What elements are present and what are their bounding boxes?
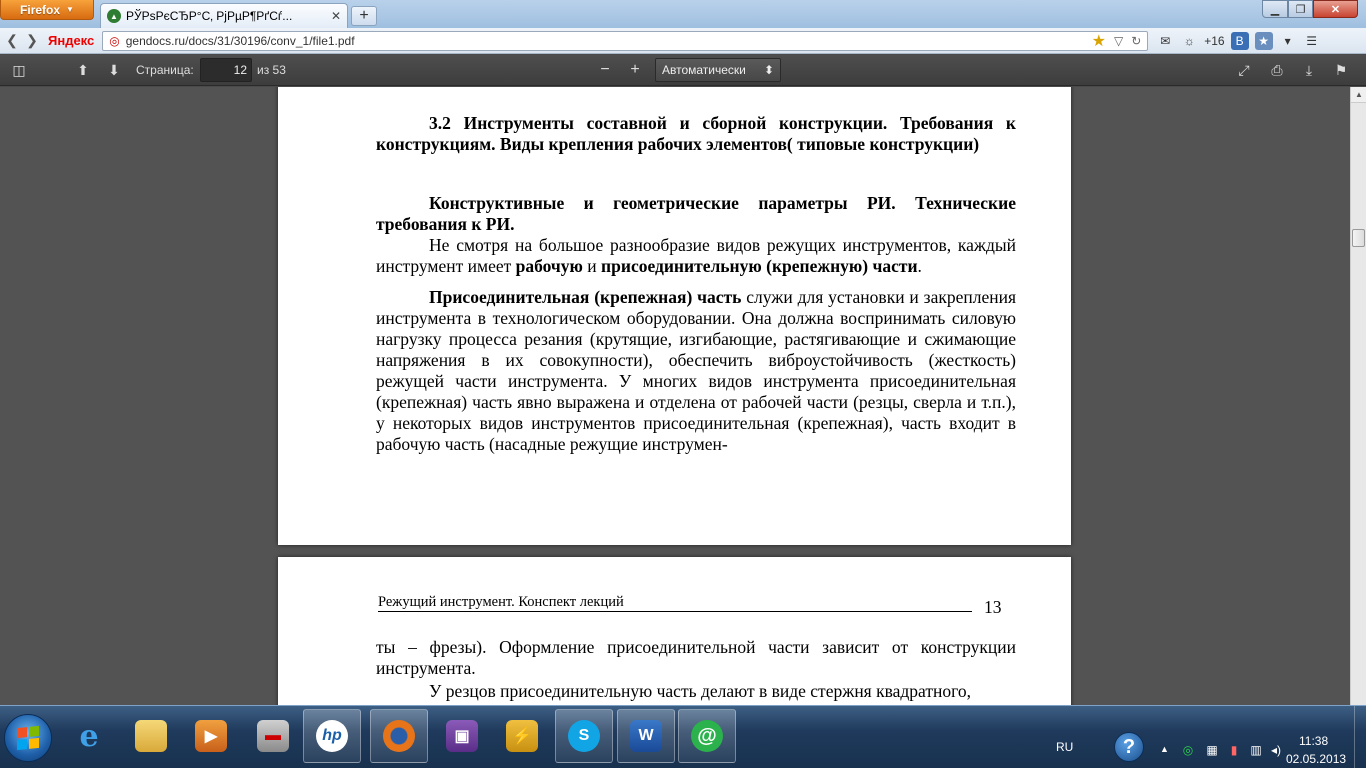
site-identity-icon[interactable]: ◎	[109, 33, 120, 48]
next-page-icon[interactable]: ⬇	[108, 61, 120, 78]
zoom-in-button[interactable]: +	[630, 61, 640, 78]
maximize-button[interactable]: ❐	[1288, 0, 1313, 18]
language-indicator[interactable]: RU	[1056, 740, 1074, 754]
mail-icon[interactable]: ✉	[1160, 33, 1171, 48]
previous-page-icon[interactable]: ⬆	[77, 61, 89, 78]
presentation-mode-icon[interactable]: ⤢	[1238, 61, 1250, 78]
taskbar	[0, 705, 1366, 768]
start-button[interactable]	[4, 714, 52, 762]
taskbar-skype[interactable]	[555, 709, 613, 763]
taskbar-hp[interactable]	[303, 709, 361, 763]
taskbar-word[interactable]	[617, 709, 675, 763]
taskbar-ie[interactable]	[60, 709, 118, 763]
chevron-down-icon[interactable]: ▾	[1284, 33, 1291, 48]
floppy-disk-icon: ▣	[446, 720, 478, 752]
back-button[interactable]: ❮	[6, 32, 18, 48]
volume-icon[interactable]: ◂)	[1270, 743, 1282, 757]
title-bar	[0, 0, 1366, 28]
site-favicon-icon: ▲	[107, 9, 121, 23]
device-icon[interactable]: ▦	[1206, 743, 1218, 757]
taskbar-winamp[interactable]	[493, 709, 551, 763]
system-tray	[1050, 706, 1366, 768]
forward-button[interactable]: ❯	[26, 32, 38, 48]
close-tab-icon[interactable]: ✕	[330, 9, 341, 23]
addon-counter[interactable]: +16	[1204, 33, 1225, 48]
scroll-up-icon[interactable]: ▲	[1351, 87, 1366, 103]
taskbar-media-player[interactable]	[182, 709, 240, 763]
chevron-down-icon: ▼	[66, 5, 74, 14]
taskbar-scanner[interactable]	[244, 709, 302, 763]
windows-logo-icon	[17, 726, 39, 750]
firefox-menu-button[interactable]	[0, 0, 94, 20]
connect-text: служи для установки и закрепления инструмента в технологическом оборудовании. Она должна воспринимать силовую нагрузку процесса резания (крутящие, изгибающие, растягивающие и сжимающие напряжения в их совокупности), обеспечить виброустойчивость (жесткость) режущей части инструмента. У многих видов инструмента присоединительная (крепежная) часть явно выражена и отделена от рабочей части (резцы, сверла и т.п.), у некоторых видов инструментов присоединительная (крепежная), часть входит в рабочую часть (насадные режущие инструмен-	[376, 287, 1017, 454]
paragraph-connecting-part	[376, 287, 1016, 455]
pdf-page-12	[278, 87, 1071, 545]
skype-icon: S	[568, 720, 600, 752]
usb-icon[interactable]: ▮	[1230, 743, 1238, 757]
folder-icon	[135, 720, 167, 752]
connect-bold: Присоединительная (крепежная) часть	[429, 287, 742, 307]
url-bar[interactable]	[102, 31, 1148, 51]
yandex-button[interactable]	[48, 33, 94, 48]
page-number: 13	[984, 597, 1002, 617]
addon-icon[interactable]: B	[1231, 32, 1249, 50]
paragraph-continuation: ты – фрезы). Оформление присоединительной части зависит от конструкции инструмента.	[376, 637, 1016, 678]
zoom-out-button[interactable]: −	[600, 61, 610, 78]
mail-agent-icon: @	[691, 720, 723, 752]
intro-bold-working: рабочую	[515, 256, 583, 276]
vertical-scrollbar[interactable]	[1350, 87, 1366, 705]
tab-title: РЎРѕРєСЂР°С‚ РјРµР¶РґСѓ...	[126, 9, 293, 23]
bookmarks-menu-icon[interactable]: ★	[1255, 32, 1273, 50]
yandex-label: Яндекс	[48, 33, 95, 48]
paragraph-intro	[376, 235, 1016, 277]
reload-icon[interactable]: ↻	[1131, 33, 1142, 48]
taskbar-save[interactable]	[433, 709, 491, 763]
pdf-toolbar	[0, 55, 1366, 86]
taskbar-firefox[interactable]	[370, 709, 428, 763]
show-desktop-button[interactable]	[1354, 706, 1366, 768]
help-icon[interactable]: ?	[1114, 732, 1144, 762]
weather-icon[interactable]: ☼	[1183, 33, 1195, 48]
clock-time[interactable]: 11:38	[1299, 734, 1329, 748]
intro-bold-connecting: присоединительную (крепежную) части	[601, 256, 918, 276]
minimize-button[interactable]: ▁	[1262, 0, 1288, 18]
taskbar-explorer[interactable]	[122, 709, 180, 763]
scanner-icon: ▬	[257, 720, 289, 752]
paragraph-cutters: У резцов присоединительную часть делают в виде стержня квадратного,	[429, 681, 972, 701]
page-label: Страница:	[136, 63, 194, 77]
new-tab-button[interactable]: +	[351, 6, 377, 26]
pdf-viewer[interactable]	[0, 87, 1350, 705]
bookmark-icon[interactable]: ⚑	[1334, 61, 1348, 78]
hp-icon: hp	[316, 720, 348, 752]
intro-end: .	[917, 256, 922, 276]
intro-text: Не смотря на большое разнообразие видов режущих инструментов, каждый инструмент имеет	[376, 235, 1016, 276]
lightning-icon: ⚡	[506, 720, 538, 752]
sidebar-toggle-icon[interactable]: ◫	[12, 61, 26, 78]
bookmark-star-icon[interactable]: ★	[1091, 32, 1106, 50]
clock-date[interactable]: 02.05.2013	[1286, 752, 1347, 766]
scale-value: Автоматически	[662, 63, 746, 77]
dropdown-arrow-icon[interactable]: ▽	[1113, 33, 1124, 48]
page-number-input[interactable]	[200, 58, 252, 82]
url-text[interactable]: gendocs.ru/docs/31/30196/conv_1/file1.pdf	[125, 33, 355, 48]
menu-icon[interactable]: ☰	[1306, 33, 1317, 48]
print-icon[interactable]: ⎙	[1271, 61, 1283, 78]
pdf-page-13	[278, 557, 1071, 705]
browser-tab[interactable]	[100, 3, 348, 28]
navigation-bar	[0, 28, 1366, 54]
taskbar-mail-agent[interactable]	[678, 709, 736, 763]
scrollbar-thumb[interactable]	[1352, 229, 1365, 247]
media-player-icon: ▶	[195, 720, 227, 752]
intro-and: и	[582, 256, 602, 276]
section-heading: 3.2 Инструменты составной и сборной конструкции. Требования к конструкциям. Виды крепления рабочих элементов( типовые конструкции)	[376, 113, 1016, 154]
close-window-button[interactable]: ✕	[1313, 0, 1358, 18]
firefox-menu-label: Firefox	[20, 2, 61, 17]
word-icon: W	[630, 720, 662, 752]
network-icon[interactable]: ▥	[1250, 743, 1262, 757]
page-count: из 53	[257, 63, 286, 77]
download-icon[interactable]: ⤓	[1305, 61, 1313, 78]
running-header: Режущий инструмент. Конспект лекций	[378, 593, 972, 612]
scale-select[interactable]	[655, 58, 781, 82]
show-hidden-icons-icon[interactable]: ▲	[1160, 744, 1169, 754]
firefox-icon	[383, 720, 415, 752]
subsection-heading: Конструктивные и геометрические параметры РИ. Технические требования к РИ.	[376, 193, 1016, 234]
mail-agent-tray-icon[interactable]: ◎	[1182, 743, 1194, 757]
updown-icon: ⬍	[763, 63, 774, 77]
internet-explorer-icon: e	[79, 718, 99, 754]
